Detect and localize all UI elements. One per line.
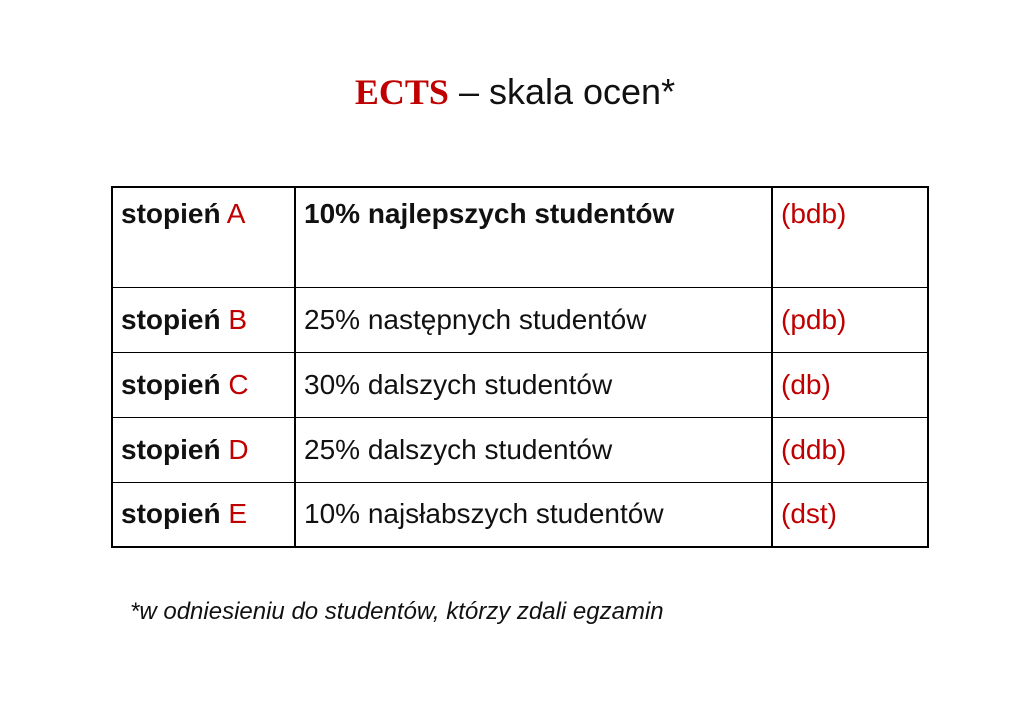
grade-cell bbox=[112, 187, 295, 287]
equivalent-cell: (ddb) bbox=[772, 417, 928, 482]
grade-letter: D bbox=[228, 433, 249, 465]
equivalent-cell: (db) bbox=[772, 352, 928, 417]
grade-letter: E bbox=[228, 498, 248, 530]
grade-label: stopień bbox=[121, 498, 221, 530]
grade-label: stopień bbox=[121, 198, 221, 229]
grade-cell bbox=[112, 482, 295, 547]
table-row bbox=[112, 482, 928, 547]
description-cell: 25% dalszych studentów bbox=[295, 417, 772, 482]
page-title bbox=[0, 68, 1030, 116]
equivalent-cell: (pdb) bbox=[772, 287, 928, 352]
grade-label: stopień bbox=[121, 433, 221, 465]
title-rest: – skala ocen* bbox=[448, 71, 676, 112]
grade-label: stopień bbox=[121, 303, 221, 335]
table-row bbox=[112, 187, 928, 287]
grade-letter: B bbox=[228, 303, 248, 335]
grade-label: stopień bbox=[121, 368, 221, 400]
grade-letter: C bbox=[228, 368, 249, 400]
description-cell: 10% najsłabszych studentów bbox=[295, 482, 772, 547]
table-row bbox=[112, 417, 928, 482]
grade-cell bbox=[112, 417, 295, 482]
grading-scale-table bbox=[111, 186, 929, 548]
grade-cell bbox=[112, 352, 295, 417]
description-cell: 10% najlepszych studentów bbox=[295, 187, 772, 287]
title-acronym: ECTS bbox=[354, 72, 449, 112]
table-row bbox=[112, 287, 928, 352]
equivalent-cell: (bdb) bbox=[772, 187, 928, 287]
description-cell: 25% następnych studentów bbox=[295, 287, 772, 352]
table-row bbox=[112, 352, 928, 417]
grade-cell bbox=[112, 287, 295, 352]
grade-letter: A bbox=[226, 198, 246, 229]
equivalent-cell: (dst) bbox=[772, 482, 928, 547]
footnote: *w odniesieniu do studentów, którzy zdali egzamin bbox=[130, 598, 664, 625]
description-cell: 30% dalszych studentów bbox=[295, 352, 772, 417]
